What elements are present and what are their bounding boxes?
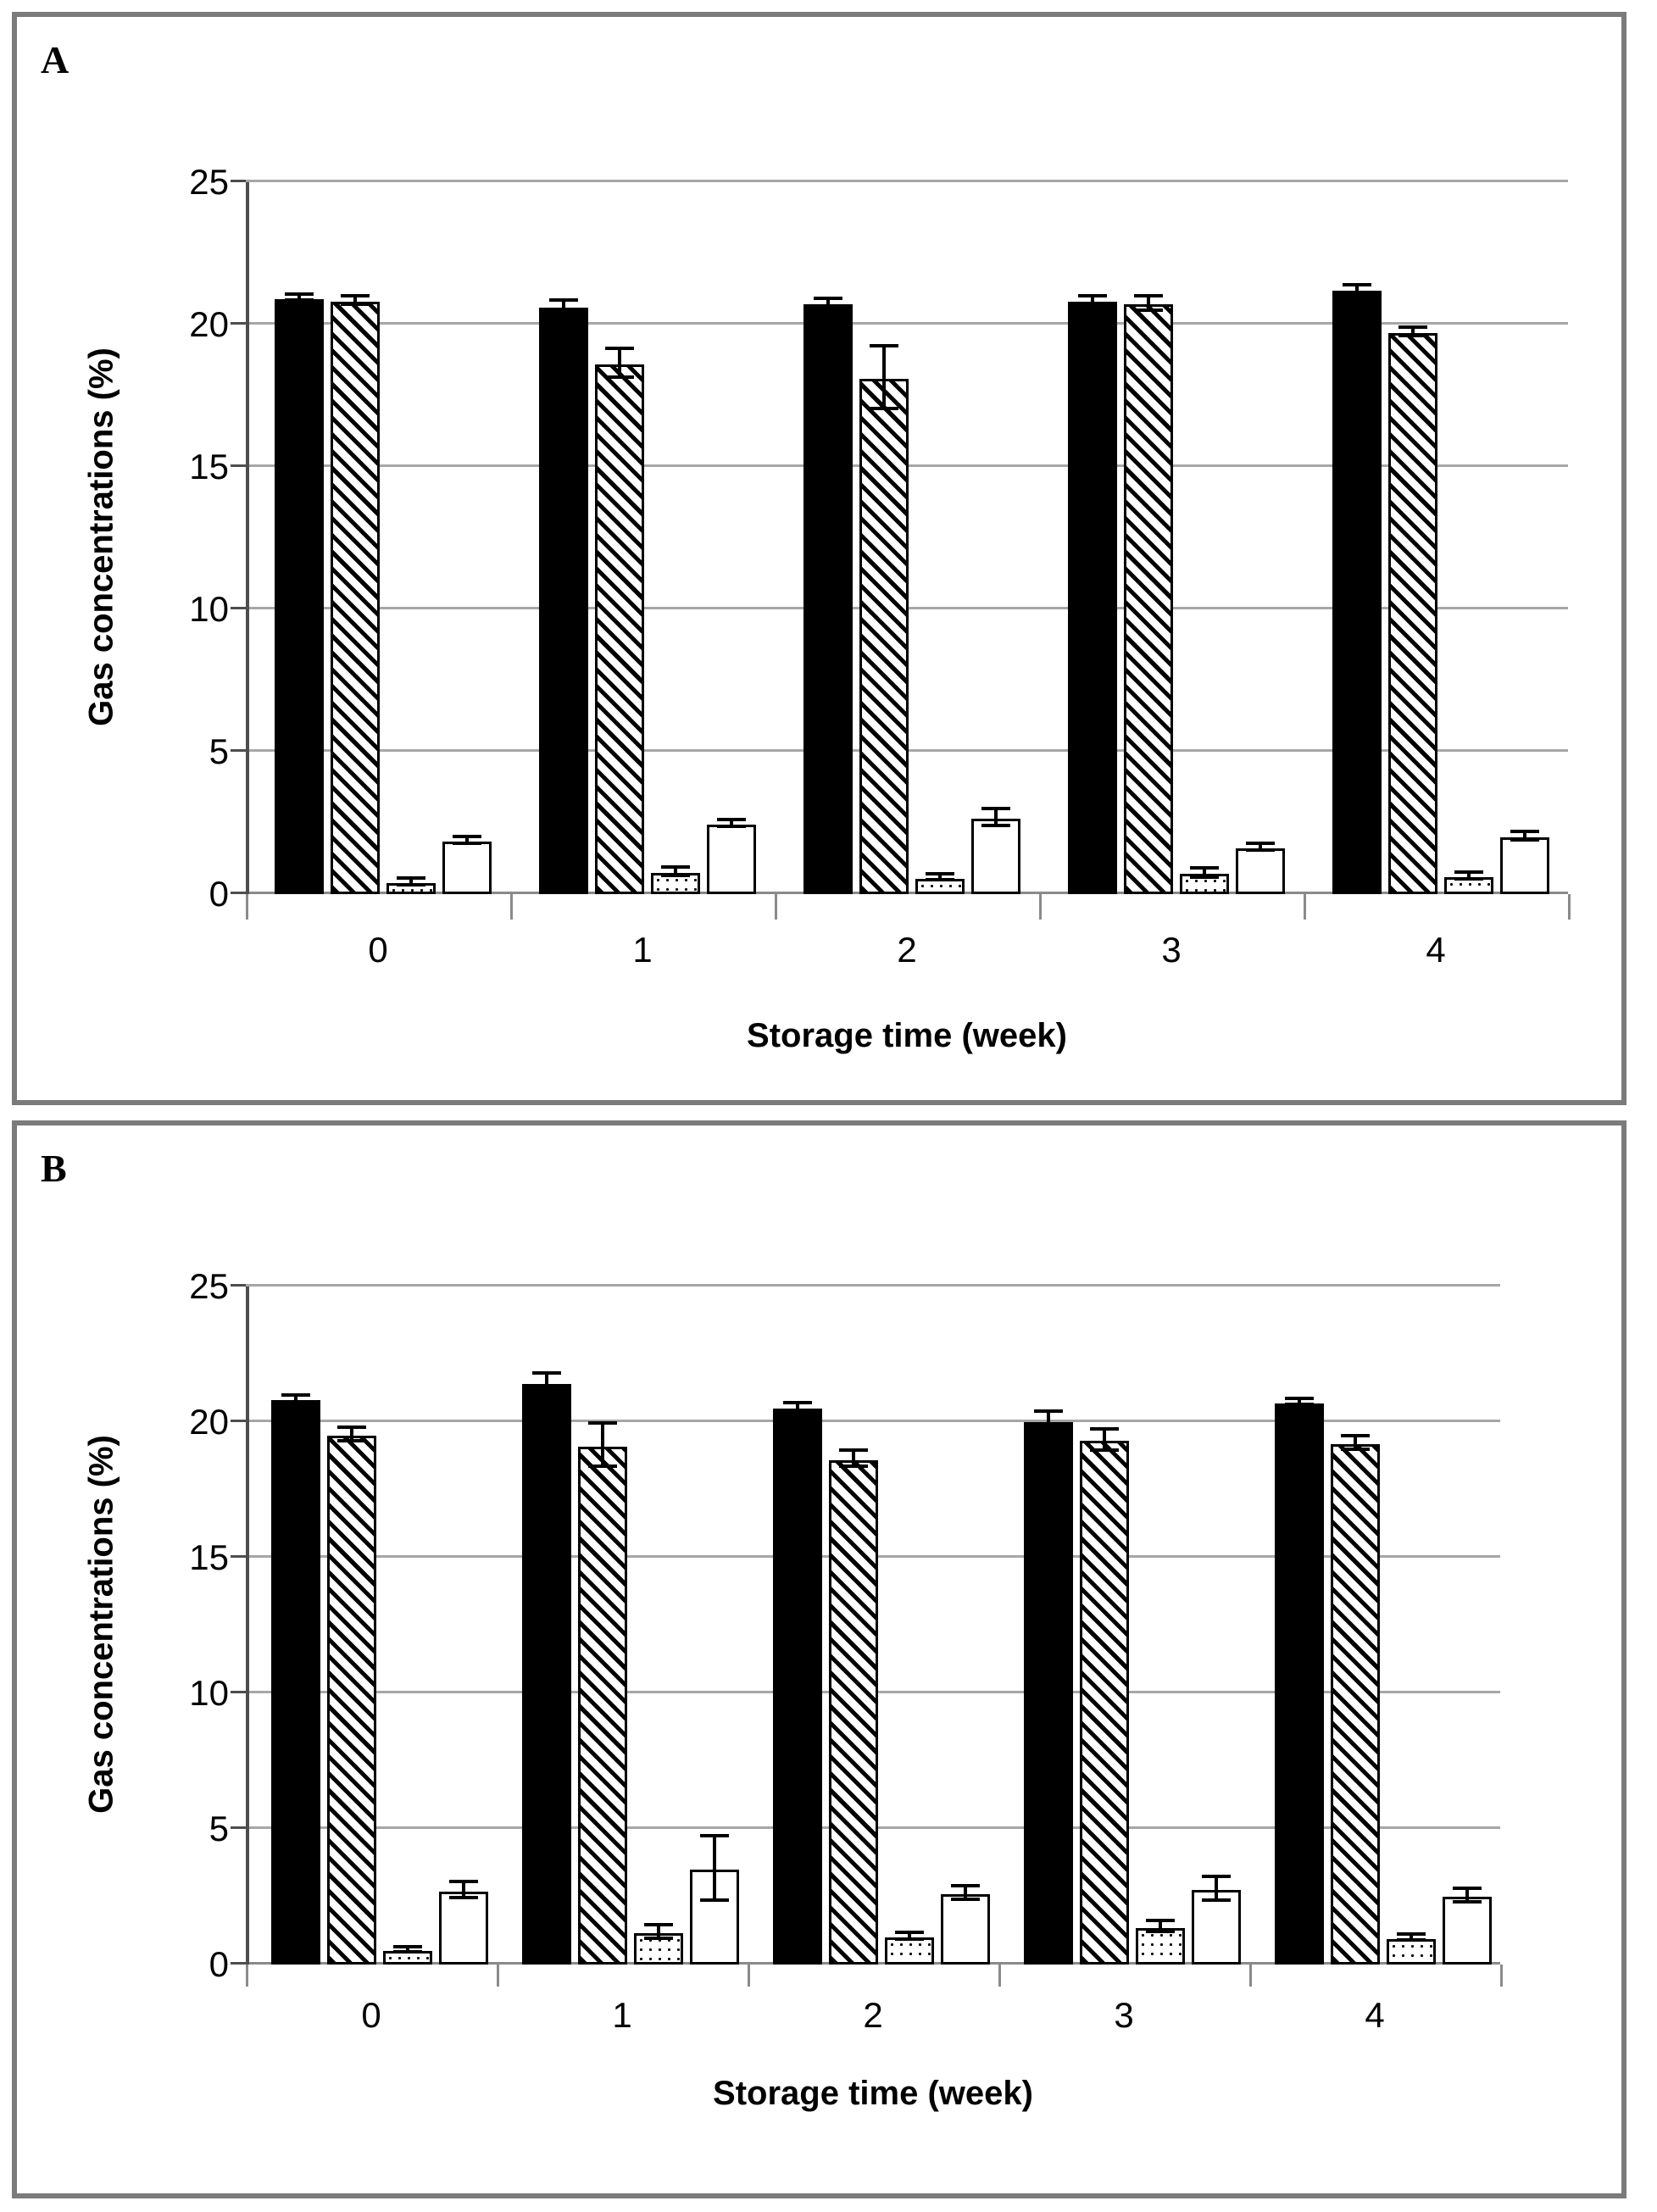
y-axis-tick-label: 5 (209, 1809, 229, 1848)
bar-slot (1180, 182, 1229, 894)
error-bar-cap-lower (449, 1896, 478, 1899)
bar-solid-black (539, 308, 588, 894)
error-bar-cap (1034, 1409, 1063, 1413)
y-axis-tick-label: 20 (189, 1402, 229, 1442)
error-bar-stem (618, 350, 621, 364)
error-bar-stem-lower (882, 379, 886, 410)
error-bar-cap-lower (661, 874, 690, 877)
y-tick-25 (231, 180, 246, 182)
bar-group (1304, 182, 1568, 894)
bar-diagonal-hatch (578, 1447, 627, 1965)
bar-solid-black (773, 1409, 822, 1965)
y-tick-0 (231, 1962, 246, 1965)
bar-slot (522, 1287, 571, 1965)
bar-slot (1192, 1287, 1241, 1965)
x-tick-mark (748, 1965, 750, 1987)
error-bar-stem (462, 1883, 465, 1892)
error-bar-cap (700, 1834, 729, 1837)
error-bar-cap (1510, 830, 1539, 833)
error-bar-cap (1397, 1932, 1426, 1936)
bar-slot (327, 1287, 376, 1965)
error-bar-cap (926, 872, 954, 875)
bar-slot (651, 182, 700, 894)
chart-panel-b (12, 1120, 1626, 2198)
bar-dotted (1387, 1939, 1436, 1965)
error-bar-cap-lower (1398, 334, 1427, 337)
error-bar-cap (605, 347, 634, 350)
error-bar-stem (1103, 1431, 1106, 1442)
error-bar-cap (1202, 1875, 1231, 1878)
error-bar-stem (1147, 297, 1150, 304)
bar-slot (1124, 182, 1173, 894)
bar-slot (1331, 1287, 1380, 1965)
error-bar-cap (839, 1448, 868, 1452)
bar-slot (539, 182, 588, 894)
error-bar-cap (1453, 1887, 1482, 1890)
error-bar-cap (1190, 866, 1219, 870)
error-bar-cap-lower (588, 1464, 617, 1468)
bar-solid-black (522, 1384, 571, 1965)
error-bar-cap (397, 876, 425, 880)
error-bar-stem (713, 1837, 716, 1870)
bar-open-white (442, 842, 492, 894)
error-bar-stem (882, 347, 886, 379)
error-bar-cap-lower (1134, 308, 1163, 312)
bar-slot (859, 182, 909, 894)
error-bar-cap-lower (839, 1464, 868, 1468)
bar-solid-black (271, 1400, 320, 1965)
y-axis-tick-label: 15 (189, 447, 229, 486)
bar-diagonal-hatch (1331, 1444, 1380, 1965)
error-bar-cap-lower (1090, 1448, 1119, 1452)
error-bar-stem (601, 1425, 604, 1447)
y-tick-20 (231, 322, 246, 325)
error-bar-cap-lower (1453, 1900, 1482, 1904)
bar-solid-black (803, 304, 853, 894)
bar-solid-black (275, 299, 324, 894)
error-bar-cap (453, 835, 481, 838)
y-axis-tick-label: 0 (209, 874, 229, 914)
error-bar-cap-lower (549, 310, 578, 314)
x-axis-title: Storage time (week) (747, 1017, 1067, 1054)
x-axis-tick-label: 1 (632, 930, 653, 970)
error-bar-cap (341, 294, 370, 297)
bar-slot (1444, 182, 1493, 894)
chart-panel-a (12, 12, 1626, 1105)
error-bar-cap-lower (341, 303, 370, 306)
error-bar-stem (852, 1452, 855, 1460)
bar-open-white (707, 825, 756, 894)
error-bar-cap (1090, 1427, 1119, 1431)
error-bar-stem (964, 1887, 967, 1894)
y-tick-5 (231, 749, 246, 752)
error-bar-cap-lower (951, 1898, 980, 1901)
x-tick-mark (497, 1965, 499, 1987)
x-axis-tick-label: 4 (1365, 1995, 1385, 2035)
bar-diagonal-hatch (1080, 1441, 1129, 1965)
x-tick-mark (998, 1965, 1001, 1987)
bar-slot (707, 182, 756, 894)
error-bar-stem (1465, 1890, 1469, 1897)
error-bar-cap (1398, 325, 1427, 329)
bar-solid-black (1275, 1403, 1324, 1965)
bar-slot (690, 1287, 739, 1965)
x-axis-title: Storage time (week) (713, 2075, 1033, 2112)
bar-solid-black (1332, 291, 1382, 894)
error-bar-cap (1454, 870, 1483, 874)
y-tick-15 (231, 1555, 246, 1558)
error-bar-cap-lower (1285, 1403, 1314, 1406)
x-axis-tick-label: 4 (1426, 930, 1446, 970)
error-bar-stem (350, 1429, 353, 1436)
error-bar-cap (588, 1421, 617, 1425)
error-bar-cap (285, 292, 314, 296)
error-bar-cap-lower (532, 1390, 561, 1393)
plot-area-b (189, 1266, 1500, 1984)
error-bar-cap-lower (783, 1409, 812, 1413)
bar-diagonal-hatch (595, 364, 644, 894)
error-bar-cap-lower (717, 825, 746, 828)
x-tick-mark (1039, 894, 1042, 920)
bar-slot (1387, 1287, 1436, 1965)
bar-slot (386, 182, 436, 894)
error-bar-cap-lower (981, 824, 1010, 827)
bar-slot (1332, 182, 1382, 894)
error-bar-cap (1341, 1434, 1370, 1437)
bar-group (497, 1287, 748, 1965)
bar-slot (1068, 182, 1117, 894)
bar-dotted (885, 1937, 934, 1965)
x-axis-tick-label: 3 (1161, 930, 1182, 970)
bar-slot (885, 1287, 934, 1965)
error-bar-stem (562, 302, 565, 308)
bar-diagonal-hatch (829, 1460, 878, 1965)
bar-solid-black (1024, 1422, 1073, 1965)
error-bar-cap-lower (870, 407, 898, 410)
error-bar-cap-lower (1146, 1930, 1175, 1933)
error-bar-cap (1285, 1397, 1314, 1400)
error-bar-cap-lower (1034, 1428, 1063, 1431)
error-bar-stem-lower (713, 1870, 716, 1902)
error-bar-cap-lower (1202, 1898, 1231, 1902)
error-bar-cap-lower (1454, 877, 1483, 881)
bar-slot (578, 1287, 627, 1965)
error-bar-cap-lower (1341, 1448, 1370, 1451)
bar-open-white (1500, 837, 1549, 894)
bar-group (510, 182, 775, 894)
error-bar-stem (545, 1375, 548, 1384)
error-bar-cap (532, 1371, 561, 1375)
bar-group (775, 182, 1039, 894)
plot-area-a (189, 162, 1568, 914)
error-bar-cap-lower (814, 306, 842, 309)
x-tick-mark (1249, 1965, 1252, 1987)
y-axis-tick-label: 5 (209, 731, 229, 771)
y-tick-10 (231, 607, 246, 609)
error-bar-cap-lower (393, 1950, 422, 1954)
error-bar-cap-lower (605, 375, 634, 379)
bar-slot (442, 182, 492, 894)
y-tick-10 (231, 1691, 246, 1693)
bar-slot (915, 182, 965, 894)
x-axis-tick-label: 2 (863, 1995, 883, 2035)
y-axis-tick-label: 25 (189, 1266, 229, 1306)
error-bar-cap (337, 1426, 366, 1429)
error-bar-cap-lower (453, 842, 481, 845)
error-bar-cap (549, 298, 578, 302)
x-tick-mark (1304, 894, 1306, 920)
x-tick-mark (510, 894, 513, 920)
error-bar-stem (657, 1926, 660, 1933)
error-bar-cap-lower (281, 1401, 310, 1404)
error-bar-cap-lower (1246, 848, 1275, 852)
bar-slot (331, 182, 380, 894)
error-bar-cap-lower (895, 1937, 924, 1941)
bar-slot (829, 1287, 878, 1965)
y-tick-5 (231, 1826, 246, 1829)
error-bar-cap (1078, 294, 1107, 297)
bar-slot (803, 182, 853, 894)
error-bar-stem (1047, 1413, 1050, 1422)
error-bar-cap (951, 1884, 980, 1887)
bar-slot (1136, 1287, 1185, 1965)
bar-slot (1443, 1287, 1492, 1965)
error-bar-cap (1146, 1919, 1175, 1922)
bar-slot (1080, 1287, 1129, 1965)
error-bar-cap-lower (1397, 1938, 1426, 1942)
y-axis-tick-label: 25 (189, 162, 229, 202)
error-bar-cap (1343, 283, 1371, 286)
bar-slot (1236, 182, 1285, 894)
bar-slot (773, 1287, 822, 1965)
x-axis-tick-label: 0 (361, 1995, 381, 2035)
bar-slot (1388, 182, 1437, 894)
x-tick-mark (246, 1965, 248, 1987)
bar-diagonal-hatch (331, 302, 380, 894)
bar-group (998, 1287, 1249, 1965)
bar-slot (634, 1287, 683, 1965)
error-bar-cap-lower (1343, 292, 1371, 295)
x-axis-tick-label: 1 (612, 1995, 632, 2035)
error-bar-cap (717, 818, 746, 821)
y-axis-tick-label: 10 (189, 1673, 229, 1713)
y-axis-title: Gas concentrations (%) (82, 1435, 120, 1814)
error-bar-cap (281, 1393, 310, 1397)
error-bar-cap (783, 1401, 812, 1404)
error-bar-cap-lower (1190, 875, 1219, 879)
bar-diagonal-hatch (327, 1436, 376, 1965)
x-axis-tick-label: 3 (1114, 1995, 1134, 2035)
bar-group (1039, 182, 1304, 894)
x-tick-mark (775, 894, 777, 920)
error-bar-cap-lower (1078, 303, 1107, 306)
bar-slot (439, 1287, 488, 1965)
error-bar-cap (661, 865, 690, 869)
error-bar-cap (393, 1945, 422, 1948)
panel-label-b: B (41, 1147, 67, 1190)
error-bar-cap-lower (285, 298, 314, 302)
error-bar-stem (1354, 1437, 1357, 1444)
bar-group (748, 1287, 998, 1965)
bar-slot (275, 182, 324, 894)
y-tick-20 (231, 1420, 246, 1422)
y-axis-tick-label: 10 (189, 589, 229, 629)
y-axis-tick-label: 20 (189, 304, 229, 344)
error-bar-cap (644, 1923, 673, 1926)
error-bar-cap-lower (700, 1898, 729, 1902)
x-tick-mark (246, 894, 248, 920)
bar-open-white (941, 1894, 990, 1965)
bar-group (246, 182, 510, 894)
bar-dotted (1136, 1928, 1185, 1965)
error-bar-cap (814, 297, 842, 300)
bar-solid-black (1068, 302, 1117, 894)
bar-diagonal-hatch (859, 379, 909, 894)
error-bar-cap (1246, 842, 1275, 845)
x-tick-mark-end (1568, 894, 1571, 920)
error-bar-cap-lower (644, 1937, 673, 1940)
bar-slot (971, 182, 1020, 894)
bar-slot (1500, 182, 1549, 894)
panel-label-a: A (41, 38, 70, 81)
bar-open-white (439, 1892, 488, 1965)
error-bar-cap (981, 807, 1010, 810)
bar-slot (271, 1287, 320, 1965)
bar-slot (1275, 1287, 1324, 1965)
error-bar-stem (994, 810, 998, 819)
y-axis-tick-label: 0 (209, 1944, 229, 1984)
x-tick-mark-end (1500, 1965, 1503, 1987)
error-bar-cap (870, 344, 898, 347)
error-bar-cap-lower (926, 878, 954, 881)
error-bar-stem (1215, 1878, 1218, 1890)
bar-diagonal-hatch (1124, 304, 1173, 894)
bar-slot (941, 1287, 990, 1965)
x-axis-tick-label: 0 (368, 930, 388, 970)
bar-slot (595, 182, 644, 894)
error-bar-cap-lower (397, 883, 425, 886)
bar-group (246, 1287, 497, 1965)
bar-open-white (1236, 848, 1285, 894)
y-axis-title: Gas concentrations (%) (82, 347, 120, 726)
bar-group (1249, 1287, 1500, 1965)
bar-open-white (1443, 1897, 1492, 1965)
bar-slot (383, 1287, 432, 1965)
x-axis-tick-label: 2 (897, 930, 917, 970)
y-tick-25 (231, 1284, 246, 1287)
bar-diagonal-hatch (1388, 333, 1437, 894)
bar-slot (1024, 1287, 1073, 1965)
bar-open-white (971, 819, 1020, 894)
error-bar-cap-lower (1510, 838, 1539, 842)
error-bar-cap (449, 1880, 478, 1883)
error-bar-cap (1134, 294, 1163, 297)
y-tick-0 (231, 892, 246, 894)
y-axis-tick-label: 15 (189, 1537, 229, 1577)
error-bar-cap (895, 1931, 924, 1934)
error-bar-cap-lower (337, 1439, 366, 1442)
y-tick-15 (231, 464, 246, 467)
